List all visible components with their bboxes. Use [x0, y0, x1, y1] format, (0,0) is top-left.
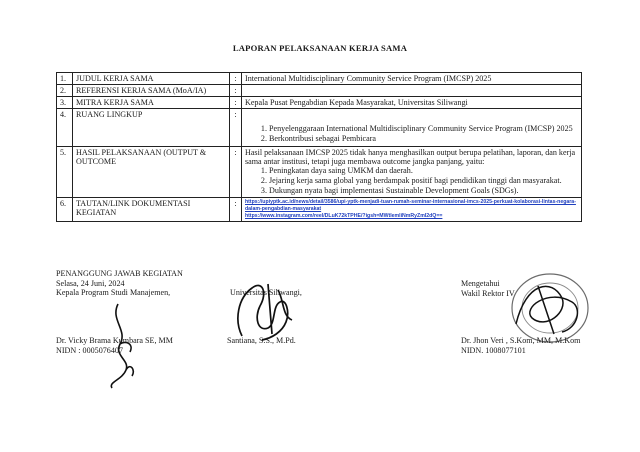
documentation-link-instagram[interactable]: https://www.instagram.com/reel/DLuK72kTPHE/?igsh=MWtlemliNmRyZmI2dQ==	[245, 213, 443, 219]
row-number: 1.	[57, 73, 73, 85]
row-value	[242, 85, 582, 97]
list-item: 3. Dukungan nyata bagi implementasi Sustainable Development Goals (SDGs).	[269, 186, 578, 195]
table-row	[57, 147, 582, 198]
row-value	[242, 109, 582, 147]
table-row	[57, 85, 582, 97]
table-row	[57, 198, 582, 222]
table-row	[57, 109, 582, 147]
place-date: Selasa, 24 Juni, 2024	[56, 278, 125, 288]
scope-list	[269, 124, 578, 143]
left-signatory	[56, 336, 173, 355]
mid-signatory	[227, 336, 296, 345]
row-number: 2.	[57, 85, 73, 97]
left-signature-block	[56, 269, 183, 298]
row-label: RUANG LINGKUP	[73, 109, 230, 147]
outcome-list	[269, 166, 578, 195]
table-row	[57, 73, 582, 85]
row-number: 4.	[57, 109, 73, 147]
row-colon: :	[230, 85, 242, 97]
row-colon: :	[230, 198, 242, 222]
left-nidn: NIDN : 0005076407	[56, 345, 123, 355]
right-heading: Mengetahui	[461, 279, 500, 288]
row-label: TAUTAN/LINK DOKUMENTASI KEGIATAN	[73, 198, 230, 222]
mid-name: Santiana, S.S., M.Pd.	[227, 336, 296, 345]
row-label: MITRA KERJA SAMA	[73, 97, 230, 109]
outcome-intro: Hasil pelaksanaan IMCSP 2025 tidak hanya menghasilkan output berupa pelatihan, laporan, dan kerja sama antar institusi, tetapi juga membawa outcome jangka panjang, yaitu:	[245, 148, 576, 166]
row-label: JUDUL KERJA SAMA	[73, 73, 230, 85]
list-item: 1. Peningkatan daya saing UMKM dan daerah.	[269, 166, 578, 175]
table-row	[57, 97, 582, 109]
row-colon: :	[230, 109, 242, 147]
row-colon: :	[230, 147, 242, 198]
row-number: 3.	[57, 97, 73, 109]
row-label: REFERENSI KERJA SAMA (MoA/IA)	[73, 85, 230, 97]
left-name: Dr. Vicky Brama Kumbara SE, MM	[56, 336, 173, 345]
row-colon: :	[230, 73, 242, 85]
report-table	[56, 72, 582, 222]
right-role: Wakil Rektor IV	[461, 288, 515, 298]
row-value: Kepala Pusat Pengabdian Kepada Masyarakat, Universitas Siliwangi	[242, 97, 582, 109]
row-value	[242, 198, 582, 222]
row-colon: :	[230, 97, 242, 109]
signature-heading: PENANGGUNG JAWAB KEGIATAN	[56, 269, 183, 278]
right-nidn: NIDN. 1008077101	[461, 345, 526, 355]
left-role: Kepala Program Studi Manajemen,	[56, 288, 171, 298]
list-item: 2. Jejaring kerja sama global yang berdampak positif bagi pendidikan tinggi dan masyarakat.	[269, 176, 578, 185]
list-item: 1. Penyelenggaraan International Multidisciplinary Community Service Program (IMCSP) 2025	[269, 124, 578, 133]
document-title: LAPORAN PELAKSANAAN KERJA SAMA	[232, 43, 408, 53]
right-signatory	[461, 336, 580, 355]
mid-role: Universitas Siliwangi,	[230, 288, 302, 297]
row-number: 6.	[57, 198, 73, 222]
row-value: International Multidisciplinary Community Service Program (IMCSP) 2025	[242, 73, 582, 85]
documentation-link-news[interactable]: https://upiyptk.ac.id/news/detail/3586/upi-yptk-menjadi-tuan-rumah-seminar-internasional-imcs-2025-perkuat-kolaborasi-lintas-negara-dalam-pengabdian-masyarakat	[245, 199, 576, 212]
row-number: 5.	[57, 147, 73, 198]
right-name: Dr. Jhon Veri , S.Kom, MM, M.Kom	[461, 336, 581, 345]
list-item: 2. Berkontribusi sebagai Pembicara	[269, 134, 578, 143]
row-value	[242, 147, 582, 198]
row-label: HASIL PELAKSANAAN (OUTPUT & OUTCOME	[73, 147, 230, 198]
